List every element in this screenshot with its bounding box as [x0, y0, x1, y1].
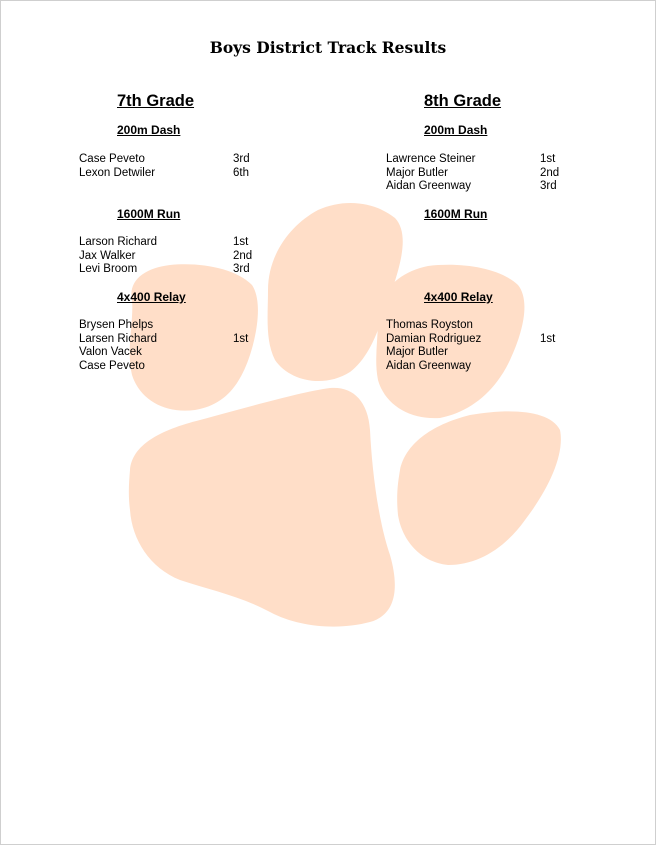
result-row — [386, 180, 580, 194]
result-row — [386, 319, 580, 333]
athlete-name: Major Butler — [386, 346, 448, 359]
paw-toe-far-right — [397, 411, 561, 565]
result-row — [79, 167, 273, 181]
finish-place: 1st — [540, 332, 556, 345]
result-row — [79, 333, 273, 347]
finish-place: 3rd — [540, 180, 557, 193]
result-row — [79, 346, 273, 360]
athlete-name: Case Peveto — [79, 359, 145, 372]
athlete-name: Larson Richard — [79, 236, 157, 248]
athlete-name: Case Peveto — [79, 153, 145, 165]
result-row — [79, 319, 273, 333]
finish-place: 1st — [233, 332, 249, 345]
result-row — [79, 263, 273, 277]
result-row — [386, 333, 580, 347]
page-title: Boys District Track Results — [209, 38, 447, 57]
finish-place: 3rd — [233, 263, 250, 276]
result-row — [386, 167, 580, 181]
athlete-name: Lexon Detwiler — [79, 166, 156, 179]
event-heading-relay-8th: 4x400 Relay — [424, 290, 493, 304]
athlete-name: Lawrence Steiner — [386, 153, 476, 165]
paw-main-pad — [129, 388, 395, 627]
finish-place: 3rd — [233, 153, 250, 165]
finish-place: 1st — [233, 236, 249, 248]
finish-place: 6th — [233, 166, 249, 179]
athlete-name: Brysen Phelps — [79, 319, 154, 331]
grade-heading-8th: 8th Grade — [424, 92, 502, 110]
grade-heading-7th: 7th Grade — [117, 92, 195, 110]
finish-place: 2nd — [540, 166, 560, 179]
result-row — [386, 346, 580, 360]
athlete-name: Aidan Greenway — [386, 359, 472, 372]
athlete-name: Major Butler — [386, 166, 448, 179]
event-heading-1600m-7th: 1600M Run — [117, 207, 181, 221]
result-row — [386, 153, 580, 167]
athlete-name: Thomas Royston — [386, 319, 473, 331]
result-row — [79, 153, 273, 167]
athlete-name: Levi Broom — [79, 263, 138, 276]
athlete-name: Aidan Greenway — [386, 180, 472, 193]
result-row — [386, 360, 580, 374]
athlete-name: Valon Vacek — [79, 346, 142, 359]
athlete-name: Damian Rodriguez — [386, 332, 482, 345]
athlete-name: Larsen Richard — [79, 332, 157, 345]
result-row — [79, 250, 273, 264]
event-heading-200m-8th: 200m Dash — [424, 123, 488, 137]
finish-place: 2nd — [233, 249, 253, 262]
event-heading-200m-7th: 200m Dash — [117, 123, 181, 137]
finish-place: 1st — [540, 153, 556, 165]
event-heading-1600m-8th: 1600M Run — [424, 207, 488, 221]
event-heading-relay-7th: 4x400 Relay — [117, 290, 186, 304]
athlete-name: Jax Walker — [79, 249, 136, 262]
result-row — [79, 236, 273, 250]
result-row — [79, 360, 273, 374]
